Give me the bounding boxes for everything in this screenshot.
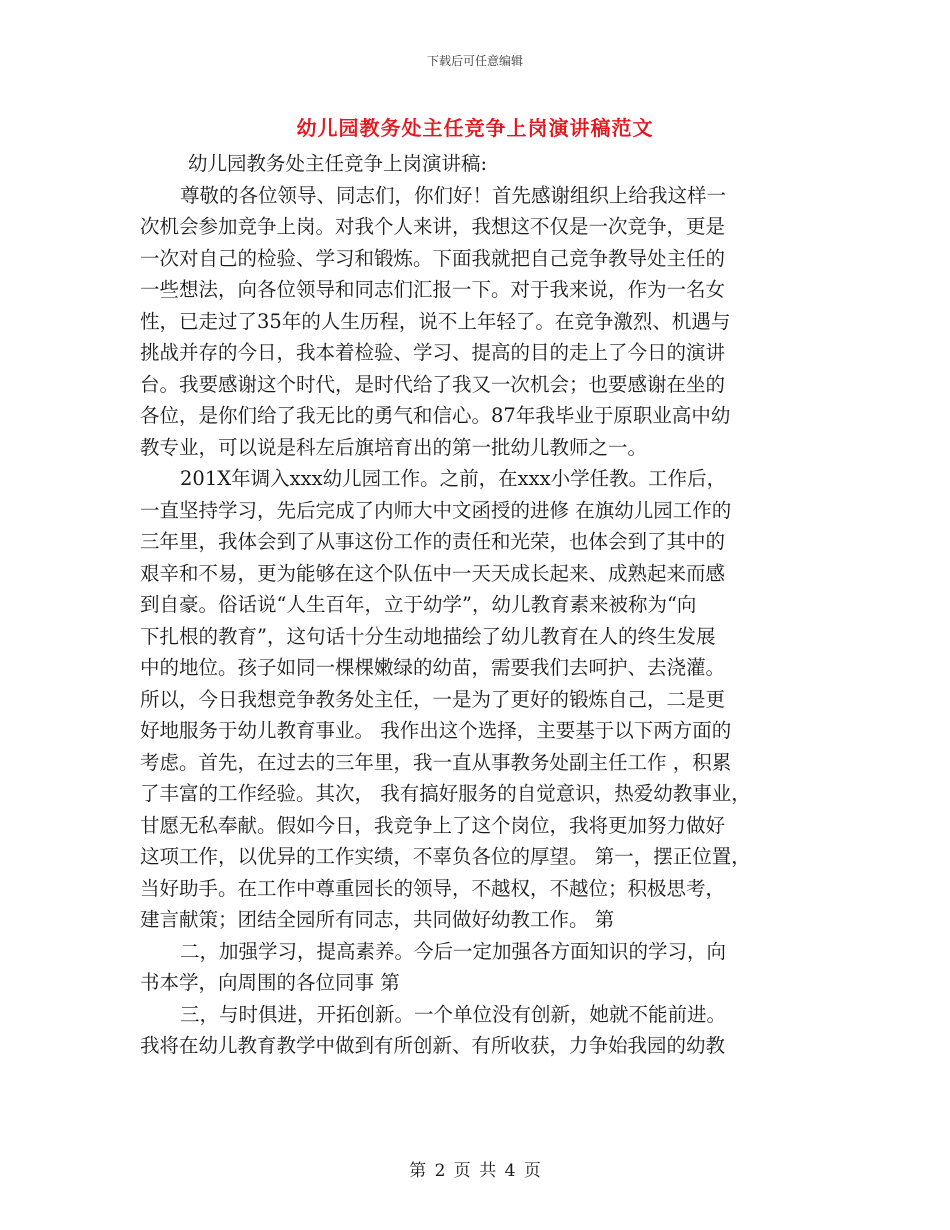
paragraph-line: 尊敬的各位领导、同志们，你们好！首先感谢组织上给我这样一: [180, 183, 727, 207]
paragraph-line: 三，与时俱进，开拓创新。一个单位没有创新，她就不能前进。: [180, 1002, 727, 1026]
paragraph-line: 到自豪。俗话说“人生百年，立于幼学”，幼儿教育素来被称为“向: [140, 593, 697, 616]
paragraph-line: 当好助手。在工作中尊重园长的领导，不越权，不越位；积极思考，: [140, 876, 726, 900]
paragraph-line: 我将在幼儿教育教学中做到有所创新、有所收获，力争始我园的幼教: [140, 1034, 726, 1057]
header-note: 下载后可任意编辑: [426, 54, 523, 68]
paragraph-line: 教专业，可以说是科左后旗培育出的第一批幼儿教师之一。: [140, 435, 648, 459]
paragraph-line: 了丰富的工作经验。其次， 我有搞好服务的自觉意识，热爱幼教事业，: [140, 782, 751, 805]
paragraph-line: 下扎根的教育”，这句话十分生动地描绘了幼儿教育在人的终生发展: [140, 624, 716, 648]
paragraph-line: 一直坚持学习，先后完成了内师大中文函授的进修 在旗幼儿园工作的: [140, 498, 732, 522]
page-number-footer: 第 2 页 共 4 页: [409, 1161, 541, 1181]
paragraph-line: 台。我要感谢这个时代，是时代给了我又一次机会；也要感谢在坐的: [140, 372, 726, 396]
paragraph-line: 各位，是你们给了我无比的勇气和信心。87年我毕业于原职业高中幼: [140, 404, 731, 427]
paragraph-line: 这项工作，以优异的工作实绩，不辜负各位的厚望。 第一，摆正位置，: [140, 845, 751, 868]
paragraph-line: 201X年调入xxx幼儿园工作。之前，在xxx小学任教。工作后，: [180, 467, 727, 490]
paragraph-line: 书本学，向周围的各位同事 第: [140, 971, 400, 994]
paragraph-line: 挑战并存的今日，我本着检验、学习、提高的目的走上了今日的演讲: [140, 341, 726, 364]
document-body: [140, 148, 815, 1062]
paragraph-line: 一次对自己的检验、学习和锻炼。下面我就把自己竞争教导处主任的: [140, 246, 726, 270]
paragraph-line: 建言献策；团结全园所有同志，共同做好幼教工作。 第: [140, 908, 615, 931]
paragraph-line: 二，加强学习，提高素养。今后一定加强各方面知识的学习，向: [180, 939, 727, 963]
paragraph-line: 性，已走过了35年的人生历程，说不上年轻了。在竞争激烈、机遇与: [140, 309, 731, 333]
paragraph-line: 中的地位。孩子如同一棵棵嫩绿的幼苗，需要我们去呵护、去浇灌。: [140, 656, 726, 679]
document-title: 幼儿园教务处主任竞争上岗演讲稿范文: [296, 116, 654, 140]
paragraph-line: 所以，今日我想竞争教务处主任，一是为了更好的锻炼自己，二是更: [140, 687, 726, 711]
paragraph-line: 考虑。首先，在过去的三年里，我一直从事教务处副主任工作 ，积累: [140, 750, 732, 774]
paragraph-line: 次机会参加竞争上岗。对我个人来讲，我想这不仅是一次竞争，更是: [140, 215, 726, 238]
paragraph-line: 艰辛和不易，更为能够在这个队伍中一天天成长起来、成熟起来而感: [140, 561, 726, 585]
paragraph-line: 甘愿无私奉献。假如今日，我竞争上了这个岗位，我将更加努力做好: [140, 813, 726, 837]
paragraph-line: 一些想法，向各位领导和同志们汇报一下。对于我来说，作为一名女: [140, 278, 726, 301]
speech-heading: 幼儿园教务处主任竞争上岗演讲稿:: [188, 152, 488, 175]
paragraph-line: 好地服务于幼儿教育事业。 我作出这个选择，主要基于以下两方面的: [140, 719, 732, 742]
paragraph-line: 三年里，我体会到了从事这份工作的责任和光荣，也体会到了其中的: [140, 530, 726, 553]
